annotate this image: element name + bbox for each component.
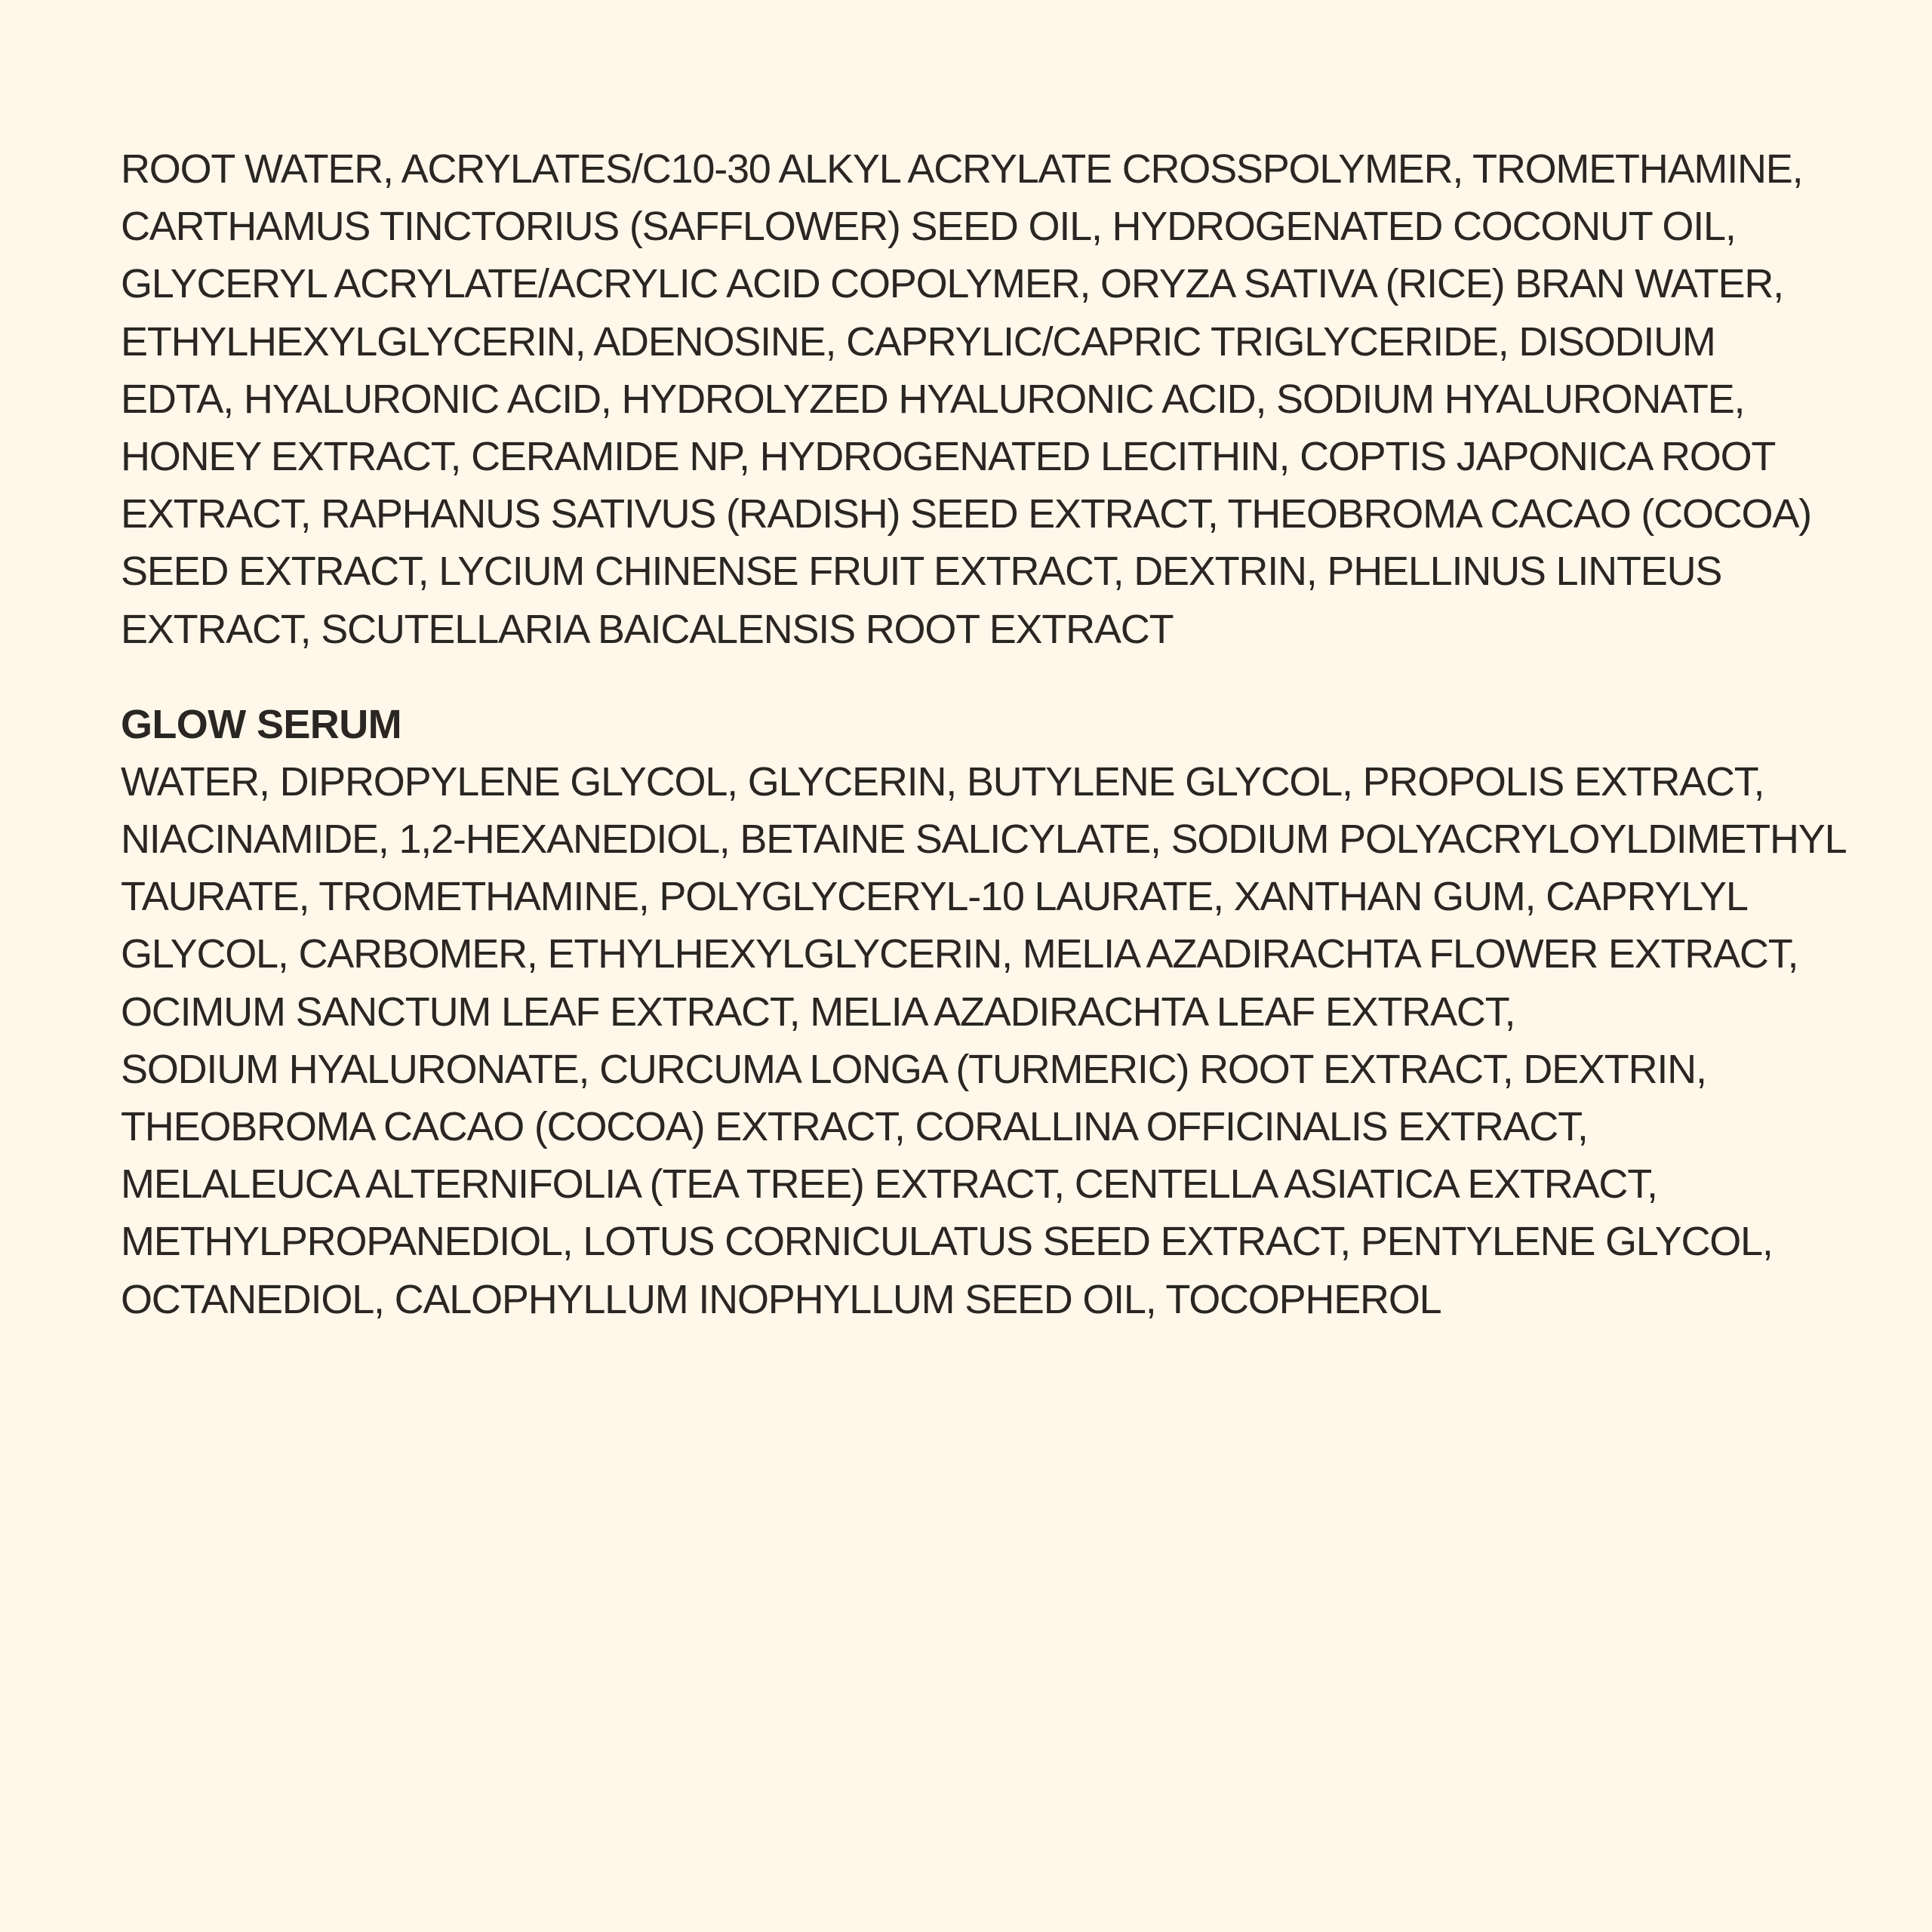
ingredient-line: EXTRACT, SCUTELLARIA BAICALENSIS ROOT EXTRACT xyxy=(121,606,1174,652)
ingredient-line: ROOT WATER, ACRYLATES/C10-30 ALKYL ACRYLATE CROSSPOLYMER, TROMETHAMINE, xyxy=(121,146,1803,192)
ingredient-line: WATER, DIPROPYLENE GLYCOL, GLYCERIN, BUTYLENE GLYCOL, PROPOLIS EXTRACT, xyxy=(121,758,1764,804)
ingredient-line: EDTA, HYALURONIC ACID, HYDROLYZED HYALURONIC ACID, SODIUM HYALURONATE, xyxy=(121,376,1745,422)
section-spacer xyxy=(121,658,1849,696)
ingredient-line: HONEY EXTRACT, CERAMIDE NP, HYDROGENATED LECITHIN, COPTIS JAPONICA ROOT xyxy=(121,434,1776,480)
ingredient-line: SEED EXTRACT, LYCIUM CHINENSE FRUIT EXTRACT, DEXTRIN, PHELLINUS LINTEUS xyxy=(121,549,1722,595)
ingredient-line: GLYCERYL ACRYLATE/ACRYLIC ACID COPOLYMER, ORYZA SATIVA (RICE) BRAN WATER, xyxy=(121,261,1783,307)
ingredient-line: NIACINAMIDE, 1,2-HEXANEDIOL, BETAINE SALICYLATE, SODIUM POLYACRYLOYLDIMETHYL xyxy=(121,817,1847,863)
ingredients-section-first xyxy=(121,140,1849,658)
ingredient-line: GLYCOL, CARBOMER, ETHYLHEXYLGLYCERIN, MELIA AZADIRACHTA FLOWER EXTRACT, xyxy=(121,931,1798,977)
ingredient-line: OCIMUM SANCTUM LEAF EXTRACT, MELIA AZADIRACHTA LEAF EXTRACT, xyxy=(121,989,1515,1035)
ingredient-line: EXTRACT, RAPHANUS SATIVUS (RADISH) SEED EXTRACT, THEOBROMA CACAO (COCOA) xyxy=(121,491,1811,537)
ingredients-section-glow-serum xyxy=(121,696,1849,1328)
ingredient-line: TAURATE, TROMETHAMINE, POLYGLYCERYL-10 LAURATE, XANTHAN GUM, CAPRYLYL xyxy=(121,874,1748,920)
ingredient-line: THEOBROMA CACAO (COCOA) EXTRACT, CORALLINA OFFICINALIS EXTRACT, xyxy=(121,1104,1588,1150)
ingredient-line: CARTHAMUS TINCTORIUS (SAFFLOWER) SEED OIL, HYDROGENATED COCONUT OIL, xyxy=(121,204,1736,250)
ingredient-line: ETHYLHEXYLGLYCERIN, ADENOSINE, CAPRYLIC/CAPRIC TRIGLYCERIDE, DISODIUM xyxy=(121,318,1715,365)
ingredients-document xyxy=(121,140,1849,1328)
section-heading: GLOW SERUM xyxy=(121,701,401,747)
ingredient-line: METHYLPROPANEDIOL, LOTUS CORNICULATUS SEED EXTRACT, PENTYLENE GLYCOL, xyxy=(121,1219,1773,1265)
ingredient-line: SODIUM HYALURONATE, CURCUMA LONGA (TURMERIC) ROOT EXTRACT, DEXTRIN, xyxy=(121,1046,1706,1092)
ingredient-line: OCTANEDIOL, CALOPHYLLUM INOPHYLLUM SEED OIL, TOCOPHEROL xyxy=(121,1276,1441,1322)
ingredient-line: MELALEUCA ALTERNIFOLIA (TEA TREE) EXTRACT, CENTELLA ASIATICA EXTRACT, xyxy=(121,1161,1657,1208)
